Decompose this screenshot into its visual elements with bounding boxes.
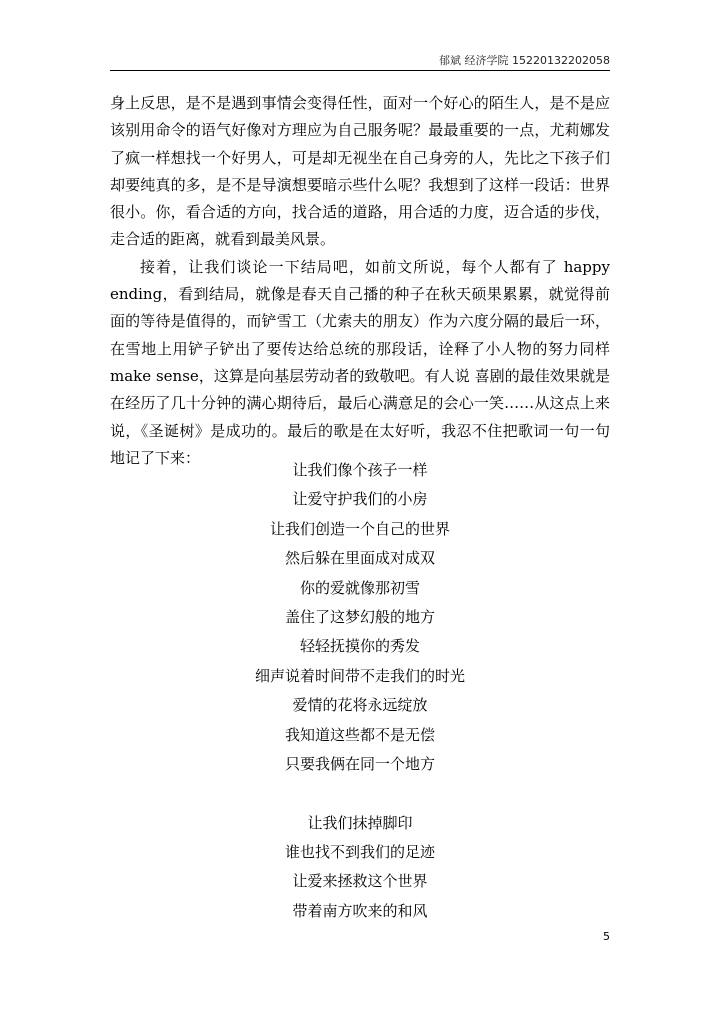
lyric-line: 你的爱就像那初雪 [299, 578, 420, 597]
paragraph: 身上反思，是不是遇到事情会变得任性，面对一个好心的陌生人，是不是应该别用命令的语气好像对方理应为自己服务呢？最最重要的一点，尤莉娜发了疯一样想找一个好男人，可是却无视坐在自己身旁的人，先比之下孩子们却要纯真的多，是不是导演想要暗示些什么呢？我想到了这样一段话：世界很小。你，看合适的方向，找合适的道路，用合适的力度，迈合适的步伐，走合适的距离，就看到最美风景。 [110, 94, 610, 249]
lyric-line: 然后躲在里面成对成双 [284, 549, 435, 568]
page-number: 5 [603, 930, 610, 943]
lyric-line: 让我们抹掉脚印 [307, 813, 413, 832]
page-header: 郁斌 经济学院 15220132202058 [439, 54, 610, 67]
lyric-line: 让爱来拯救这个世界 [292, 872, 428, 891]
lyric-line: 谁也找不到我们的足迹 [284, 843, 435, 862]
lyric-line: 让爱守护我们的小房 [292, 490, 428, 509]
lyric-line: 带着南方吹来的和风 [292, 901, 428, 920]
lyric-line: 让我们像个孩子一样 [292, 461, 428, 479]
lyric-line: 盖住了这梦幻般的地方 [284, 607, 435, 626]
header-rule [110, 70, 610, 71]
lyric-line: 只要我俩在同一个地方 [284, 754, 435, 773]
lyric-line: 我知道这些都不是无偿 [284, 725, 435, 744]
paragraph: 接着，让我们谈论一下结局吧，如前文所说，每个人都有了 happy ending，看到结局，就像是春天自己播的种子在秋天硕果累累，就觉得前面的等待是值得的，而铲雪工（尤索夫的朋友）作为六度分隔的最后一环，在雪地上用铲子铲出了要传达给总统的那段话，诠释了小人物的努力同样 make sense，这算是向基层劳动者的致敬吧。有人说 喜剧的最佳效果就是在经历了几十分钟的满心期待后，最后心满意足的会心一笑……从这点上来说，《圣诞树》是成功的。最后的歌是在太好听，我忍不住把歌词一句一句地记了下来： [110, 257, 610, 467]
lyric-line: 爱情的花将永远绽放 [292, 696, 428, 715]
body-text [110, 90, 610, 472]
lyric-line: 轻轻抚摸你的秀发 [299, 637, 420, 656]
lyric-line: 让我们创造一个自己的世界 [269, 519, 450, 538]
stanza-gap [110, 779, 610, 808]
song-lyrics [110, 456, 610, 926]
lyric-line: 细声说着时间带不走我们的时光 [254, 666, 465, 685]
